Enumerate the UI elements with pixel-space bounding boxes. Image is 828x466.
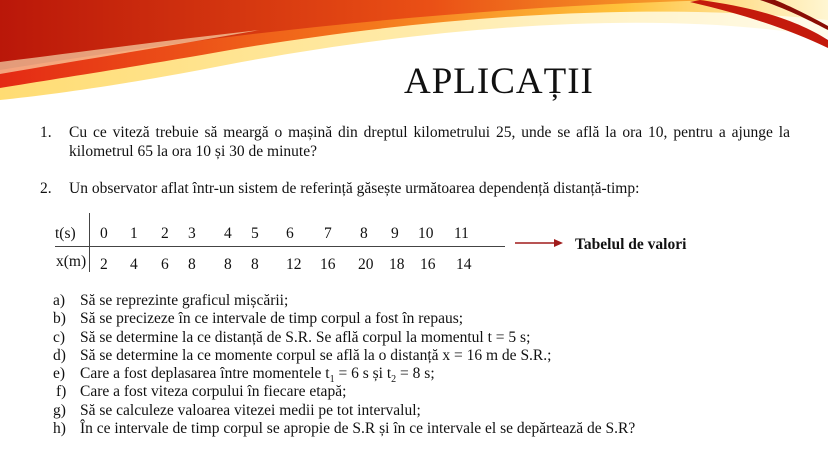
question-1-number: 1. [40,124,52,141]
list-item-text: Să se calculeze valoarea vitezei medii pe tot intervalul; [80,401,421,419]
table-t-cell: 1 [130,225,138,242]
table-t-cell: 9 [391,225,399,242]
text-segment: Care a fost deplasarea între momentele t [80,365,330,383]
text-segment: = 6 s și t [334,365,392,383]
list-item-letter: a) [53,292,66,309]
table-t-cell: 2 [161,225,169,242]
table-t-cell: 4 [224,225,232,242]
subscript: 2 [391,374,397,386]
table-label: Tabelul de valori [575,236,687,253]
list-item-text: Care a fost viteza corpului în fiecare etapă; [80,383,347,401]
list-item-text: Să se determine la ce distanță de S.R. Se află corpul la momentul t = 5 s; [80,328,531,346]
table-x-cell: 16 [320,256,336,273]
table-t-cell: 0 [100,225,108,242]
text-segment: = 8 s; [396,365,435,383]
table-t-cell: 8 [360,225,368,242]
table-x-cell: 12 [286,256,302,273]
question-2 [40,179,790,198]
question-2-text: Un observator aflat într-un sistem de referință găsește următoarea dependență distanță-timp: [69,180,640,197]
list-item-text: Să se reprezinte graficul mișcării; [80,292,289,309]
table-t-cell: 11 [454,225,469,242]
list-item-letter: d) [53,346,66,364]
table-row-label-t: t(s) [55,225,76,242]
list-item-text: Să se determine la ce momente corpul se află la o distanță x = 16 m de S.R.; [80,346,552,364]
question-1-text: Cu ce viteză trebuie să meargă o mașină din dreptul kilometrului 25, unde se află la ora 10, pentru a ajunge la kilometrul 65 la ora 10 și 30 de minute? [69,124,790,160]
table-x-cell: 6 [161,256,169,273]
list-item-letter: g) [53,401,66,419]
table-x-cell: 20 [358,256,374,273]
table-t-cell: 5 [251,225,259,242]
table-x-cell: 8 [251,256,259,273]
question-1 [40,123,790,161]
table-x-cell: 18 [389,256,405,273]
list-item-letter: f) [56,383,67,401]
table-t-cell: 10 [418,225,434,242]
subscript: 1 [329,374,335,386]
table-x-cell: 2 [100,256,108,273]
list-item-text: În ce intervale de timp corpul se apropie de S.R și în ce intervale el se depărtează de S.R? [80,420,636,438]
question-2-number: 2. [40,180,52,197]
table-x-cell: 16 [420,256,436,273]
table-t-cell: 3 [188,225,196,242]
table-x-cell: 8 [224,256,232,273]
table-t-cell: 7 [324,225,332,242]
table-x-cell: 8 [188,256,196,273]
arrow-right-icon [515,236,563,250]
list-item-letter: e) [53,365,66,383]
list-item-letter: b) [53,310,66,328]
table-vertical-divider [89,213,90,272]
list-item-letter: c) [53,328,66,346]
page-title: APLICAȚII [404,61,594,102]
table-x-cell: 14 [456,256,472,273]
table-row-label-x: x(m) [56,253,87,270]
list-item-text: Să se precizeze în ce intervale de timp corpul a fost în repaus; [80,310,464,328]
table-horizontal-divider [55,246,505,247]
table-t-cell: 6 [286,225,294,242]
list-item-letter: h) [53,420,66,438]
table-x-cell: 4 [130,256,138,273]
